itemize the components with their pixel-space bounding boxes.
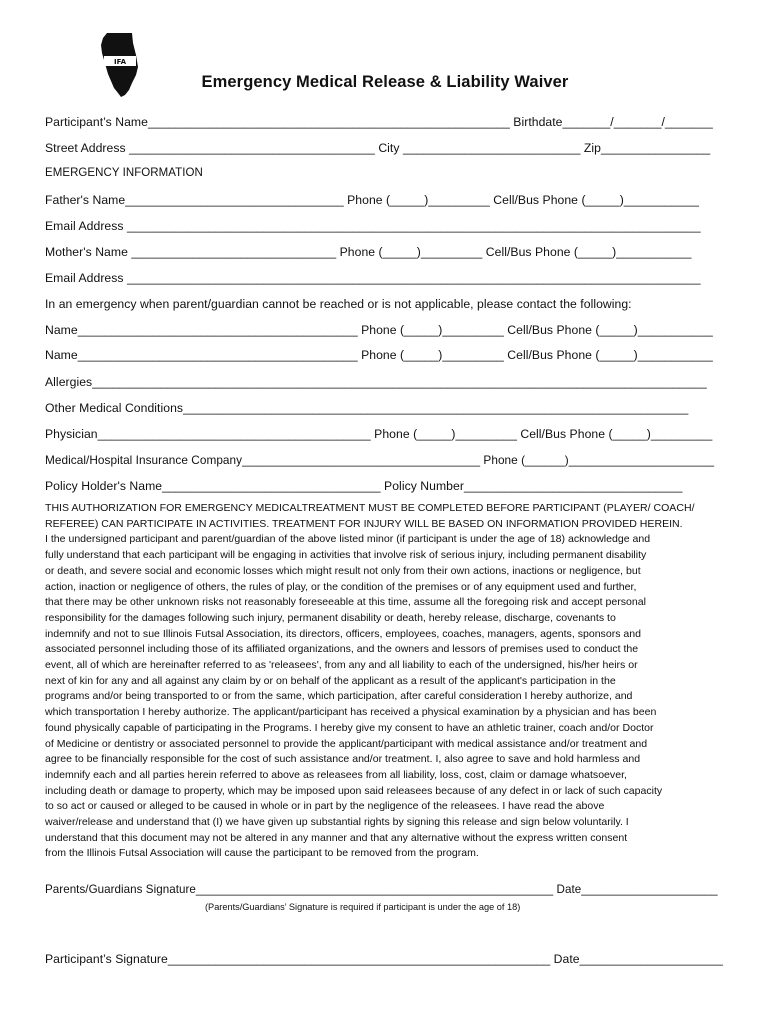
contact-name-line-2[interactable]: Name_________________________________________ Phone (_____)_________ Cell/Bus Phone (_____)___________ [45,348,713,362]
signature-requirement-note: (Parents/Guardians’ Signature is required if participant is under the age of 18) [205,902,521,912]
insurance-company-line[interactable]: Medical/Hospital Insurance Company____________________________________ Phone (______)______________________ [45,453,715,467]
logo-text: IFA [113,58,127,66]
other-medical-conditions-line[interactable]: Other Medical Conditions__________________________________________________________________________ [45,401,689,415]
emergency-contact-intro: In an emergency when parent/guardian cannot be reached or is not applicable, please contact the following: [45,297,632,311]
physician-line[interactable]: Physician________________________________________ Phone (_____)_________ Cell/Bus Phone (_____)_________ [45,427,713,441]
authorization-text: THIS AUTHORIZATION FOR EMERGENCY MEDICALTREATMENT MUST BE COMPLETED BEFORE PARTICIPANT (PLAYER/ COACH/ REFEREE) CAN PARTICIPATE IN ACTIVITIES. TREATMENT FOR INJURY WILL BE BASED ON INFORMATION PROVIDED HEREIN. I the undersigned participant and parent/guardian of the above listed minor (if participant is under the age of 18) acknowledge and fully understand that each participant will be engaging in activities that involve risk of serious injury, including permanent disability or death, and severe social and economic losses which might result not only from their own actions, inactions or negligence, but action, inaction or negligence of others, the rules of play, or the condition of the premises or of any equipment used and further, that there may be other unknown risks not reasonably foreseeable at this time, assume all the foregoing risk and accept personal responsibility for the damages following such injury, permanent disability or death, hereby release, discharge, covenants to indemnify and not to sue Illinois Futsal Association, its directors, officers, employees, coaches, managers, agents, sponsors and associated personnel including those of its affiliated organizations, and the owners and lessors of premises used to conduct the event, all of which are hereinafter referred to as 'releasees', from any and all liability to each of the undersigned, his/her heirs or next of kin for any and all against any claim by or on behalf of the applicant as a result of the applicant's participation in the programs and/or being transported to or from the same, which participation, after careful consideration I hereby authorize, and which transportation I hereby authorize. The applicant/participant has received a physical examination by a physician and has been found physically capable of participating in the Programs. I hereby give my consent to have an athletic trainer, coach and/or Doctor of Medicine or dentistry or associated personnel to provide the applicant/participant with medical assistance and/or treatment and agree to be financially responsible for the cost of such assistance and/or treatment. I, also agree to save and hold harmless and indemnify each and all parties herein referred to above as releasees from all liability, loss, cost, claim or damage whatsoever, including death or damage to property, which may be imposed upon said releasees because of any defect in or lack of such capacity to so act or caused or alleged to be caused in whole or in part by the negligence of the releasees. I have read the above waiver/release and understand that (I) we have given up substantial rights by signing this release and sign below voluntarily. I understand that this document may not be altered in any manner and that any alternative without the express written consent from the Illinois Futsal Association will cause the participant to be removed from the program. [45,502,695,860]
form-title: Emergency Medical Release & Liability Waiver [201,73,569,91]
father-name-line[interactable]: Father's Name________________________________ Phone (_____)_________ Cell/Bus Phone (_____)___________ [45,193,699,207]
contact-name-line-1[interactable]: Name_________________________________________ Phone (_____)_________ Cell/Bus Phone (_____)___________ [45,323,713,337]
policy-holder-line[interactable]: Policy Holder's Name________________________________ Policy Number________________________________ [45,479,683,493]
allergies-line[interactable]: Allergies__________________________________________________________________________________________ [45,375,707,389]
participant-signature-line[interactable]: Participant’s Signature________________________________________________________ Date_____________________ [45,952,724,966]
emergency-info-heading: EMERGENCY INFORMATION [45,167,203,179]
participant-name-line[interactable]: Participant’s Name_____________________________________________________ Birthdate_______/_______/_______ [45,115,713,129]
parent-signature-line[interactable]: Parents/Guardians Signature_______________________________________________________ Date_____________________ [45,883,718,896]
street-address-line[interactable]: Street Address ____________________________________ City __________________________ Zip________________ [45,141,711,155]
father-email-line[interactable]: Email Address ____________________________________________________________________________________ [45,219,701,233]
mother-email-line[interactable]: Email Address ____________________________________________________________________________________ [45,271,701,285]
mother-name-line[interactable]: Mother's Name ______________________________ Phone (_____)_________ Cell/Bus Phone (_____)___________ [45,245,692,259]
